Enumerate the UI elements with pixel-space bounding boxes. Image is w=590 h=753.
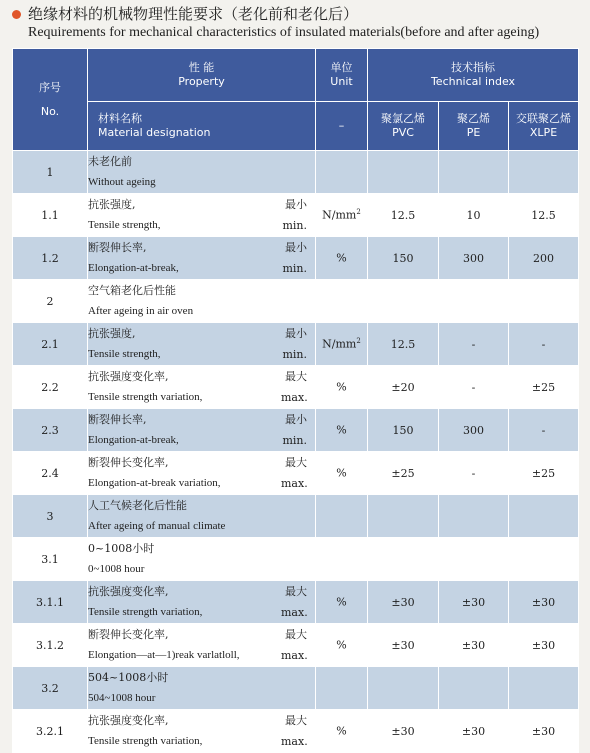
value-pe (439, 151, 509, 194)
row-property (88, 710, 316, 753)
value-xlpe (509, 280, 579, 323)
property-zh: 抗张强度, (88, 327, 136, 340)
row-property (88, 280, 316, 323)
property-zh: 断裂伸长变化率, (88, 456, 169, 469)
value-xlpe: 12.5 (509, 194, 579, 237)
value-xlpe: ±30 (509, 581, 579, 624)
limit-label (281, 710, 307, 752)
limit-zh: 最大 (285, 585, 307, 598)
row-property (88, 452, 316, 495)
property-zh: 未老化前 (88, 155, 132, 168)
row-number: 2.2 (13, 366, 88, 409)
row-unit (316, 538, 368, 581)
value-xlpe: ±30 (509, 624, 579, 667)
unit-text: % (336, 724, 347, 738)
limit-zh: 最大 (285, 714, 307, 727)
table-row (13, 667, 579, 710)
title-en: Requirements for mechanical characteristics of insulated materials(before and after ageing) (28, 25, 540, 40)
row-property (88, 624, 316, 667)
row-unit (316, 452, 368, 495)
property-en: Without ageing (88, 176, 156, 188)
requirements-table (12, 48, 579, 753)
value-pe: - (439, 323, 509, 366)
value-xlpe (509, 538, 579, 581)
table-row (13, 538, 579, 581)
table-row (13, 581, 579, 624)
property-en: Tensile strength variation, (88, 606, 203, 618)
row-unit (316, 581, 368, 624)
row-number: 2.3 (13, 409, 88, 452)
title-zh: 绝缘材料的机械物理性能要求（老化前和老化后） (28, 5, 359, 23)
property-en: 504~1008 hour (88, 692, 156, 704)
header-pvc-en: PVC (392, 126, 414, 139)
value-xlpe (509, 495, 579, 538)
table-row (13, 237, 579, 280)
value-pvc (368, 667, 439, 710)
value-pvc (368, 280, 439, 323)
row-unit (316, 710, 368, 753)
row-number: 3 (13, 495, 88, 538)
unit-text: N/mm (322, 337, 357, 351)
value-xlpe: 200 (509, 237, 579, 280)
unit-text: % (336, 466, 347, 480)
row-property (88, 667, 316, 710)
header-pe (439, 102, 509, 151)
header-xlpe-en: XLPE (529, 126, 558, 139)
header-tech-zh: 技术指标 (451, 61, 496, 74)
row-number: 1.1 (13, 194, 88, 237)
value-xlpe: ±25 (509, 452, 579, 495)
value-pvc (368, 495, 439, 538)
row-number: 3.1 (13, 538, 88, 581)
row-property (88, 194, 316, 237)
row-unit (316, 151, 368, 194)
bullet-dot-icon (12, 10, 21, 19)
header-unit-zh: 单位 (330, 61, 353, 74)
property-zh: 人工气候老化后性能 (88, 499, 187, 512)
row-number: 1.2 (13, 237, 88, 280)
value-xlpe: - (509, 323, 579, 366)
table-row (13, 409, 579, 452)
property-zh: 抗张强度变化率, (88, 585, 169, 598)
value-pe: - (439, 366, 509, 409)
limit-en: max. (281, 477, 308, 490)
limit-label (281, 323, 307, 365)
header-property (88, 49, 316, 102)
header-property-en: Property (178, 75, 225, 88)
header-pe-zh: 聚乙烯 (457, 112, 490, 125)
row-unit (316, 237, 368, 280)
unit-superscript: 2 (356, 337, 361, 346)
value-xlpe (509, 151, 579, 194)
value-pvc: ±25 (368, 452, 439, 495)
value-pe: ±30 (439, 624, 509, 667)
limit-label (281, 366, 307, 408)
header-pe-en: PE (466, 126, 481, 139)
value-pvc: ±30 (368, 710, 439, 753)
property-zh: 抗张强度变化率, (88, 714, 169, 727)
value-pe (439, 667, 509, 710)
row-number: 3.2 (13, 667, 88, 710)
value-xlpe (509, 667, 579, 710)
title-block (12, 4, 582, 42)
limit-en: max. (281, 391, 308, 404)
table-row (13, 194, 579, 237)
limit-zh: 最大 (285, 370, 307, 383)
value-pe: 300 (439, 409, 509, 452)
value-pvc: 12.5 (368, 323, 439, 366)
value-pvc: 150 (368, 409, 439, 452)
value-pvc (368, 538, 439, 581)
header-unit-en: Unit (330, 75, 353, 88)
unit-text: % (336, 638, 347, 652)
limit-label (281, 409, 307, 451)
limit-label (281, 581, 307, 623)
table-row (13, 624, 579, 667)
header-material-zh: 材料名称 (98, 112, 142, 125)
header-no-zh: 序号 (39, 80, 61, 94)
header-property-zh: 性 能 (188, 61, 215, 74)
property-en: Tensile strength, (88, 348, 161, 360)
header-material-en: Material designation (98, 126, 211, 139)
property-en: Tensile strength, (88, 219, 161, 231)
property-zh: 断裂伸长率, (88, 241, 147, 254)
property-zh: 空气箱老化后性能 (88, 284, 176, 297)
limit-en: max. (281, 735, 308, 748)
row-number: 2.1 (13, 323, 88, 366)
header-unit-dash: – (316, 102, 368, 151)
row-property (88, 409, 316, 452)
value-pe (439, 538, 509, 581)
limit-zh: 最小 (285, 198, 307, 211)
unit-text: % (336, 423, 347, 437)
value-pe: 10 (439, 194, 509, 237)
row-unit (316, 409, 368, 452)
property-en: Elongation-at-break, (88, 434, 179, 446)
unit-text: % (336, 251, 347, 265)
property-zh: 抗张强度变化率, (88, 370, 169, 383)
header-no (13, 49, 88, 151)
row-property (88, 323, 316, 366)
row-unit (316, 624, 368, 667)
property-zh: 抗张强度, (88, 198, 136, 211)
value-pe (439, 280, 509, 323)
row-unit (316, 194, 368, 237)
limit-en: min. (282, 262, 307, 275)
table-row (13, 366, 579, 409)
value-pe: ±30 (439, 581, 509, 624)
limit-label (281, 452, 307, 494)
limit-zh: 最大 (285, 628, 307, 641)
property-zh: 0~1008小时 (88, 542, 155, 555)
property-zh: 断裂伸长率, (88, 413, 147, 426)
value-xlpe: ±30 (509, 710, 579, 753)
limit-zh: 最大 (285, 456, 307, 469)
property-en: After ageing of manual climate (88, 520, 226, 532)
limit-zh: 最小 (285, 413, 307, 426)
property-en: After ageing in air oven (88, 305, 194, 317)
row-unit (316, 366, 368, 409)
limit-en: max. (281, 649, 308, 662)
value-pvc: ±30 (368, 624, 439, 667)
row-property (88, 366, 316, 409)
property-en: Elongation-at-break variation, (88, 477, 221, 489)
limit-zh: 最小 (285, 327, 307, 340)
limit-zh: 最小 (285, 241, 307, 254)
value-pvc (368, 151, 439, 194)
row-number: 2 (13, 280, 88, 323)
row-property (88, 581, 316, 624)
header-pvc-zh: 聚氯乙烯 (381, 112, 425, 125)
row-number: 2.4 (13, 452, 88, 495)
header-material (88, 102, 316, 151)
value-pvc: ±30 (368, 581, 439, 624)
property-zh: 504~1008小时 (88, 671, 169, 684)
property-en: Elongation-at-break, (88, 262, 179, 274)
row-number: 3.1.1 (13, 581, 88, 624)
value-xlpe: ±25 (509, 366, 579, 409)
row-property (88, 538, 316, 581)
unit-text: % (336, 595, 347, 609)
property-en: Elongation—at—1)reak varlatloll, (88, 649, 240, 661)
property-zh: 断裂伸长变化率, (88, 628, 169, 641)
limit-label (281, 194, 307, 236)
header-technical-index (368, 49, 579, 102)
value-pvc: ±20 (368, 366, 439, 409)
value-pe: - (439, 452, 509, 495)
header-pvc (368, 102, 439, 151)
limit-label (281, 624, 307, 666)
unit-text: % (336, 380, 347, 394)
header-unit (316, 49, 368, 102)
value-pvc: 150 (368, 237, 439, 280)
header-tech-en: Technical index (430, 75, 516, 88)
table-row (13, 710, 579, 753)
property-en: 0~1008 hour (88, 563, 145, 575)
title-zh-line (12, 4, 582, 24)
unit-text: N/mm (322, 208, 357, 222)
row-unit (316, 495, 368, 538)
table-row (13, 151, 579, 194)
limit-en: min. (282, 434, 307, 447)
limit-label (281, 237, 307, 279)
row-unit (316, 667, 368, 710)
table-body (13, 151, 579, 753)
value-pe (439, 495, 509, 538)
row-unit (316, 323, 368, 366)
header-no-en: No. (40, 104, 60, 118)
table-row (13, 280, 579, 323)
row-number: 1 (13, 151, 88, 194)
table-row (13, 452, 579, 495)
value-pvc: 12.5 (368, 194, 439, 237)
value-pe: 300 (439, 237, 509, 280)
row-number: 3.1.2 (13, 624, 88, 667)
limit-en: max. (281, 606, 308, 619)
row-property (88, 237, 316, 280)
limit-en: min. (282, 219, 307, 232)
table-row (13, 323, 579, 366)
row-unit (316, 280, 368, 323)
property-en: Tensile strength variation, (88, 391, 203, 403)
unit-superscript: 2 (356, 208, 361, 217)
row-property (88, 151, 316, 194)
table-row (13, 495, 579, 538)
limit-en: min. (282, 348, 307, 361)
row-number: 3.2.1 (13, 710, 88, 753)
row-property (88, 495, 316, 538)
value-xlpe: - (509, 409, 579, 452)
value-pe: ±30 (439, 710, 509, 753)
header-xlpe-zh: 交联聚乙烯 (516, 112, 572, 125)
property-en: Tensile strength variation, (88, 735, 203, 747)
header-xlpe (509, 102, 579, 151)
